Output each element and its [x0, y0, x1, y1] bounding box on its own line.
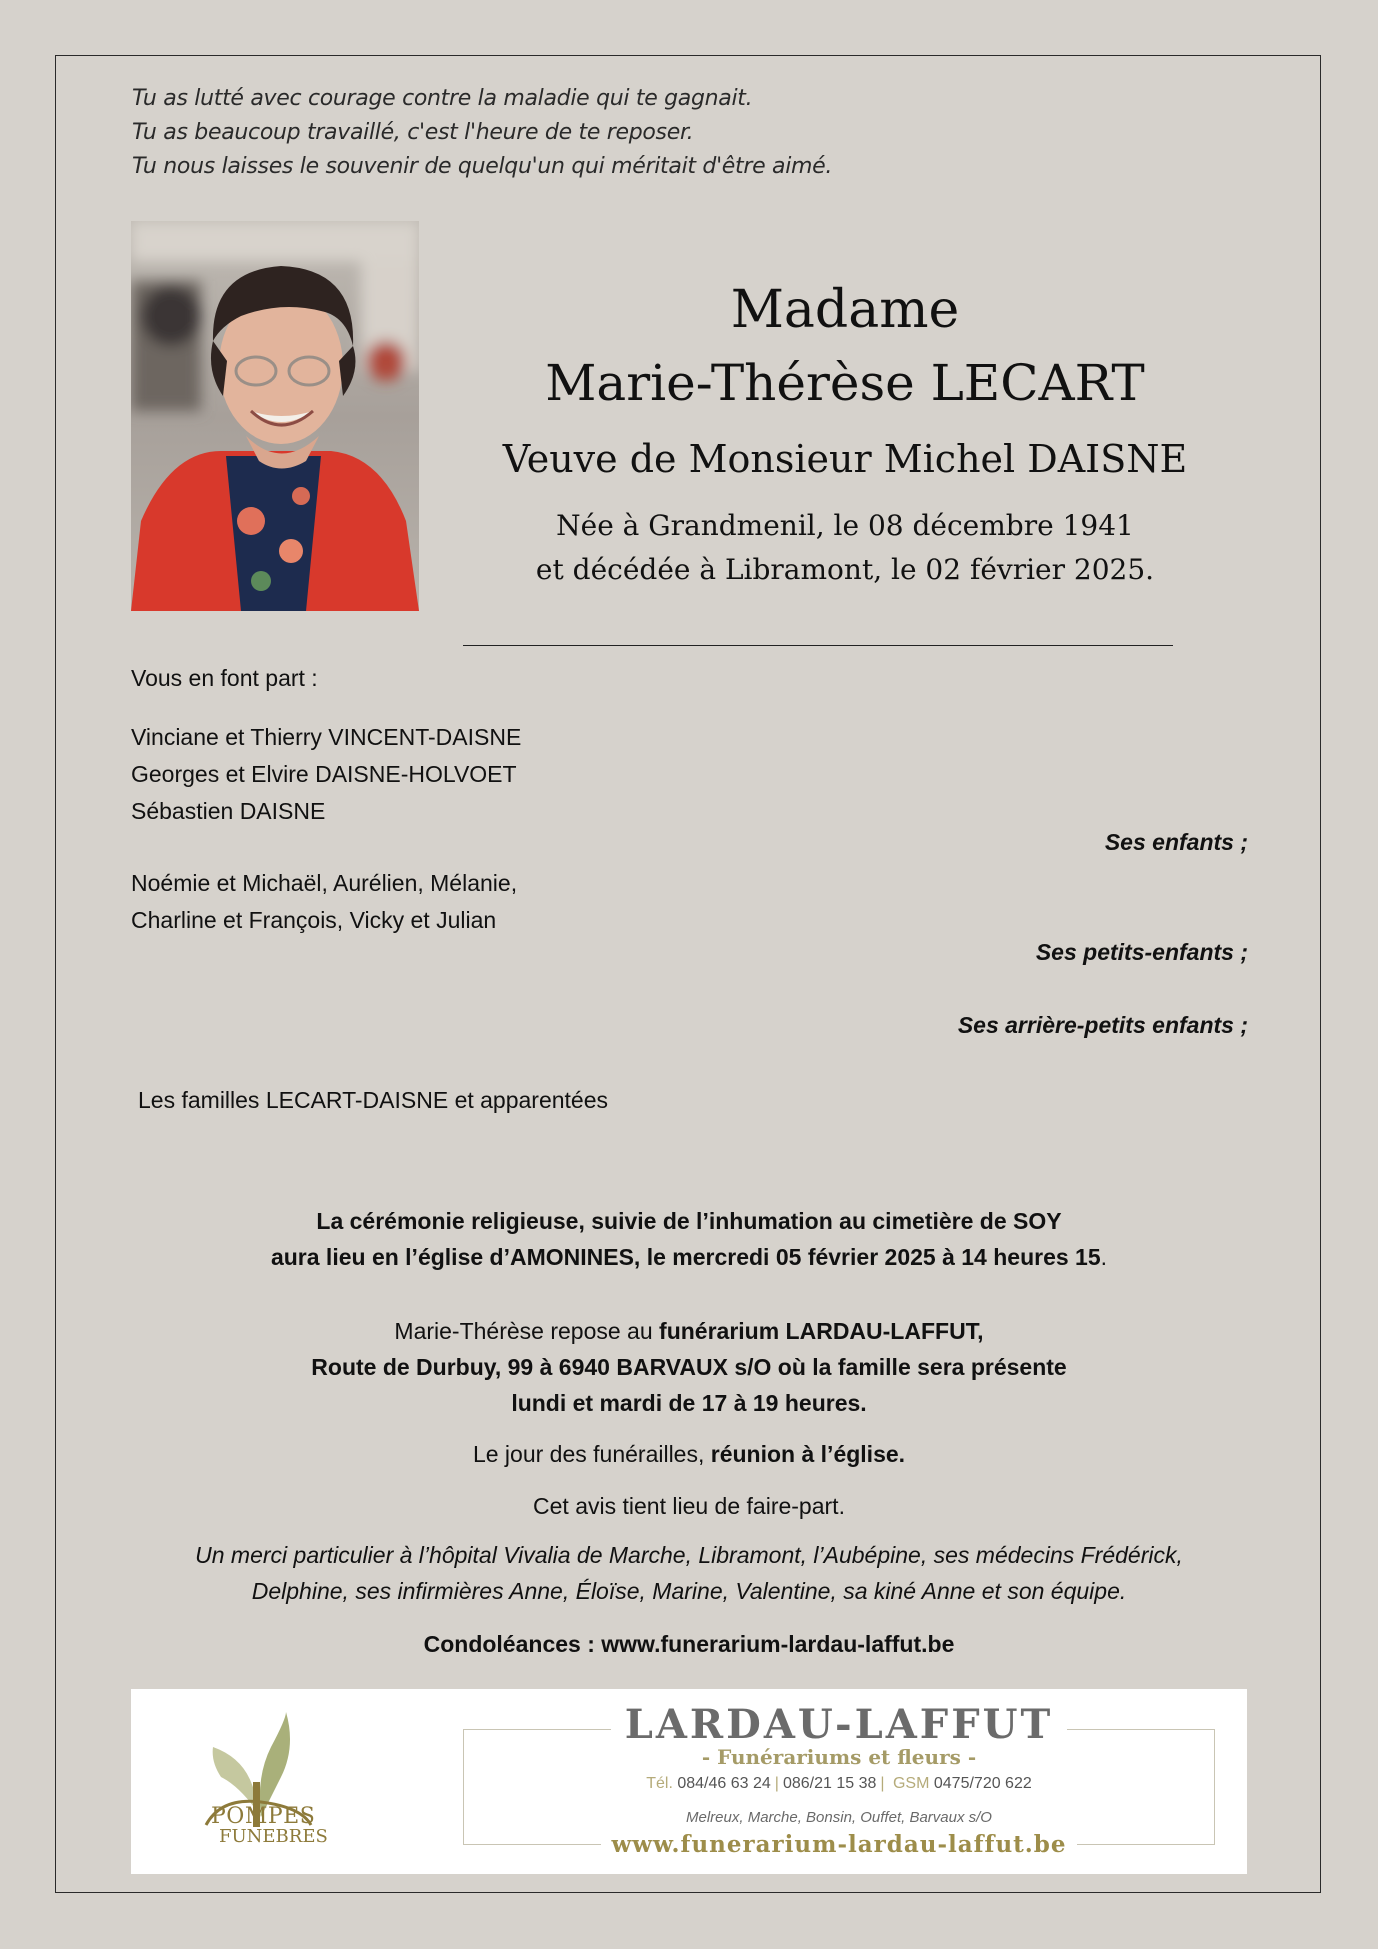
rest-place: funérarium LARDAU-LAFFUT, [659, 1318, 984, 1344]
birth-line: Née à Grandmenil, le 08 décembre 1941 [556, 509, 1134, 542]
notice: Cet avis tient lieu de faire-part. [533, 1493, 845, 1519]
poem [132, 82, 832, 184]
deceased-title: Madame [730, 280, 960, 340]
thanks-line: Un merci particulier à l’hôpital Vivalia de Marche, Libramont, l’Aubépine, ses médecins Frédérick, [195, 1542, 1183, 1568]
ceremony [60, 1203, 1318, 1275]
company-website[interactable]: www.funerarium-lardau-laffut.be [601, 1831, 1076, 1858]
company-name: LARDAU-LAFFUT [611, 1701, 1068, 1748]
portrait-illustration [131, 221, 419, 611]
company-locations: Melreux, Marche, Bonsin, Ouffet, Barvaux s/O [686, 1809, 992, 1826]
families-line: Les familles LECART-DAISNE et apparentées [138, 1087, 609, 1113]
poem-line: Tu as beaucoup travaillé, c'est l'heure de te reposer. [132, 120, 694, 145]
pf-line2: FUNEBRES [219, 1826, 328, 1847]
poem-line: Tu nous laisses le souvenir de quelqu'un qui méritait d'être aimé. [132, 154, 833, 179]
deceased-widow: Veuve de Monsieur Michel DAISNE [502, 437, 1188, 481]
list-item: Charline et François, Vicky et Julian [131, 907, 497, 933]
list-item: Georges et Elvire DAISNE-HOLVOET [131, 761, 517, 787]
great-grandchildren-label: Ses arrière-petits enfants ; [957, 1012, 1248, 1038]
rest-hours: lundi et mardi de 17 à 19 heures. [511, 1390, 867, 1416]
company-phones: Tél. 084/46 63 24 | 086/21 15 38 | GSM 0475/720 622 [646, 1775, 1032, 1792]
family-intro: Vous en font part : [131, 665, 318, 691]
list-item: Sébastien DAISNE [131, 798, 326, 824]
thanks-line: Delphine, ses infirmières Anne, Éloïse, Marine, Valentine, sa kiné Anne et son équipe. [251, 1578, 1127, 1604]
ceremony-line: La cérémonie religieuse, suivie de l’inhumation au cimetière de SOY [316, 1208, 1062, 1234]
meeting-info [60, 1436, 1318, 1472]
funeral-home-banner [131, 1689, 1247, 1874]
ceremony-line: aura lieu en l’église d’AMONINES, le mercredi 05 février 2025 à 14 heures 15 [270, 1244, 1101, 1270]
deceased-block [460, 280, 1230, 592]
pf-line1: POMPES [211, 1804, 316, 1829]
death-line: et décédée à Libramont, le 02 février 2025. [535, 553, 1155, 586]
grandchildren-label: Ses petits-enfants ; [1035, 939, 1248, 965]
divider [463, 645, 1173, 646]
thanks [60, 1537, 1318, 1609]
rest-address: Route de Durbuy, 99 à 6940 BARVAUX s/O où la famille sera présente [311, 1354, 1067, 1380]
condolences: Condoléances : www.funerarium-lardau-laffut.be [423, 1631, 955, 1657]
list-item: Vinciane et Thierry VINCENT-DAISNE [131, 724, 522, 750]
company-subtitle: - Funérariums et fleurs - [701, 1745, 977, 1769]
meeting-prefix: Le jour des funérailles, [472, 1441, 711, 1467]
deceased-name: Marie-Thérèse LECART [545, 354, 1145, 412]
grandchildren-list [131, 865, 517, 939]
ceremony-period: . [1100, 1244, 1108, 1270]
poem-line: Tu as lutté avec courage contre la maladie qui te gagnait. [132, 86, 753, 111]
pompes-funebres-text [211, 1804, 328, 1847]
rest-info [60, 1313, 1318, 1421]
list-item: Noémie et Michaël, Aurélien, Mélanie, [131, 870, 518, 896]
meeting-place: réunion à l’église. [710, 1441, 906, 1467]
portrait-photo [131, 221, 419, 611]
children-list [131, 719, 521, 830]
children-label: Ses enfants ; [1104, 829, 1248, 855]
rest-prefix: Marie-Thérèse repose au [394, 1318, 660, 1344]
